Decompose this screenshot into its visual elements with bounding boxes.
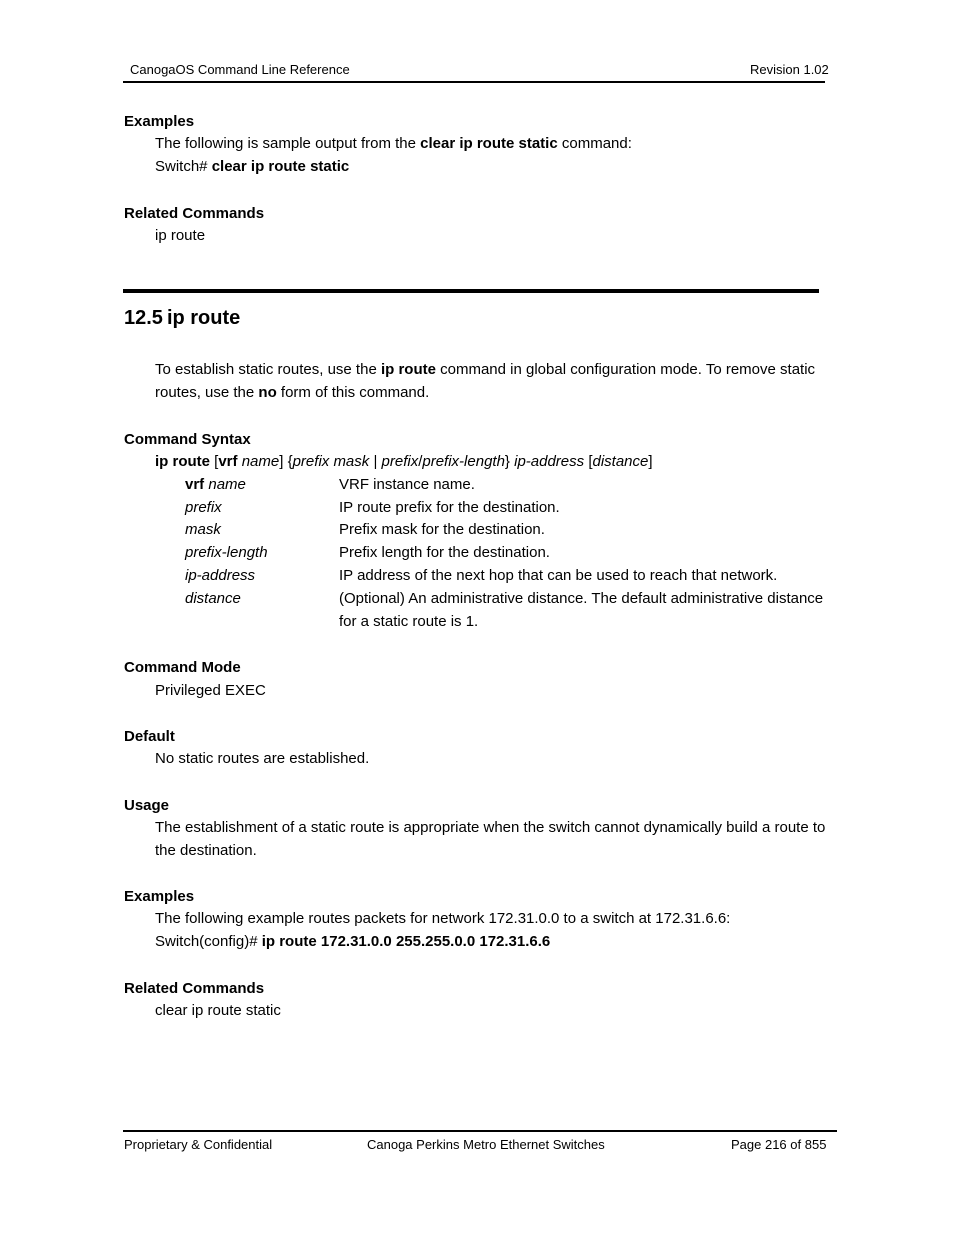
footer-left: Proprietary & Confidential bbox=[124, 1137, 273, 1152]
related-command-item: ip route bbox=[155, 227, 206, 244]
header-revision: Revision 1.02 bbox=[750, 62, 829, 77]
intro-line-2: routes, use the no form of this command. bbox=[155, 384, 430, 401]
related-commands-heading: Related Commands bbox=[124, 205, 265, 222]
footer-page-number: Page 216 of 855 bbox=[731, 1137, 827, 1152]
examples-text: The following is sample output from the clear ip route static command: bbox=[155, 135, 632, 152]
examples-heading: Examples bbox=[124, 113, 195, 130]
param-ip-address-desc: IP address of the next hop that can be used to reach that network. bbox=[339, 567, 778, 584]
section-title: ip route bbox=[166, 307, 241, 329]
example-command-line: Switch# clear ip route static bbox=[155, 158, 350, 175]
param-ip-address: ip-address bbox=[185, 567, 256, 584]
command-mode-heading: Command Mode bbox=[124, 659, 241, 676]
section-number: 12.5 bbox=[124, 307, 163, 329]
usage-text-line-2: the destination. bbox=[155, 842, 257, 859]
param-prefix-length: prefix-length bbox=[185, 544, 268, 561]
param-distance: distance bbox=[185, 590, 241, 607]
usage-text-line-1: The establishment of a static route is appropriate when the switch cannot dynamically build a route to bbox=[155, 819, 826, 836]
param-vrf-name-desc: VRF instance name. bbox=[339, 476, 475, 493]
usage-heading: Usage bbox=[124, 797, 170, 814]
command-mode-text: Privileged EXEC bbox=[155, 682, 266, 699]
related-commands-heading-2: Related Commands bbox=[124, 980, 265, 997]
param-prefix-desc: IP route prefix for the destination. bbox=[339, 499, 560, 516]
intro-line-1: To establish static routes, use the ip route command in global configuration mode. To remove static bbox=[155, 361, 816, 378]
default-heading: Default bbox=[124, 728, 175, 745]
command-syntax-heading: Command Syntax bbox=[124, 431, 251, 448]
example-command-line-2: Switch(config)# ip route 172.31.0.0 255.255.0.0 172.31.6.6 bbox=[155, 933, 551, 950]
param-prefix-length-desc: Prefix length for the destination. bbox=[339, 544, 550, 561]
section-rule bbox=[123, 289, 819, 293]
param-vrf-name: vrf name bbox=[185, 476, 246, 493]
param-mask-desc: Prefix mask for the destination. bbox=[339, 521, 545, 538]
header-rule bbox=[123, 81, 825, 83]
param-prefix: prefix bbox=[185, 499, 222, 516]
footer-center: Canoga Perkins Metro Ethernet Switches bbox=[367, 1137, 605, 1152]
param-distance-desc: (Optional) An administrative distance. The default administrative distance bbox=[339, 590, 824, 607]
header-title: CanogaOS Command Line Reference bbox=[130, 62, 350, 77]
default-text: No static routes are established. bbox=[155, 750, 370, 767]
related-command-item-2: clear ip route static bbox=[155, 1002, 281, 1019]
command-syntax-line: ip route [vrf name] {prefix mask | prefix/prefix-length} ip-address [distance] bbox=[155, 453, 653, 470]
examples-text-2: The following example routes packets for network 172.31.0.0 to a switch at 172.31.6.6: bbox=[155, 910, 731, 927]
footer-rule bbox=[123, 1130, 837, 1132]
param-distance-desc-cont: for a static route is 1. bbox=[339, 613, 479, 630]
section-heading bbox=[124, 306, 240, 330]
examples-heading-2: Examples bbox=[124, 888, 195, 905]
param-mask: mask bbox=[185, 521, 221, 538]
